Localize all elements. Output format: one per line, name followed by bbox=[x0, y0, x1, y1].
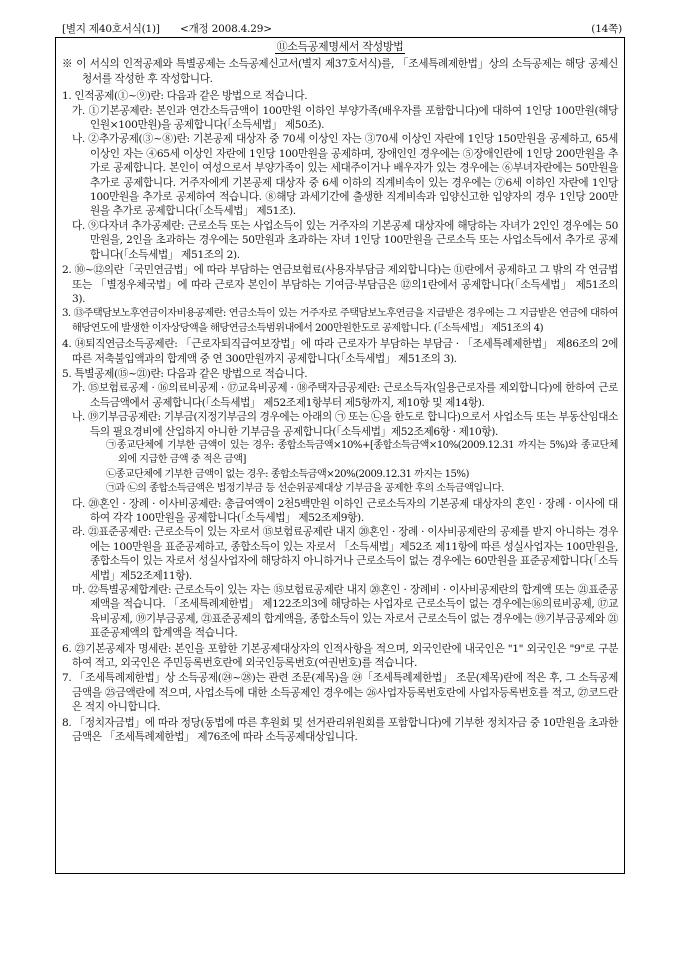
item-8: 8. 「정치자금법」에 따라 정당(동법에 따른 후원회 및 선거관리위원회를 포함합니다)에 기부한 정치자금 중 10만원을 초과한 금액은 「조세특례제한법」 제76조에 따라 소득공제대상입니다. bbox=[62, 716, 618, 744]
instructions-box bbox=[55, 37, 625, 874]
form-label: [별지 제40호서식(1)] bbox=[62, 23, 160, 35]
revision-date: <개정 2008.4.29> bbox=[180, 23, 272, 35]
item-5-ma: 마. ㉒특별공제합계란: 근로소득이 있는 자는 ⑮보험료공제란 내지 ⑳혼인 · 장례비 · 이사비공제란의 합계액 또는 ㉑표준공제액을 적습니다. 「조세특례제한법」 제122조의3에 해당하는 사업자로 근로소득이 없는 경우에는⑯의료비공제, ⑰교육비공제, ⑲기부금공제, ㉑표준공제의 합계액을, 종합소득이 있는 자로서 근로소득이 없는 경우에는 ⑲기부금공제와 ㉑표준공제액의 합계액을 적습니다. bbox=[72, 584, 618, 640]
item-5-ga: 가. ⑮보험료공제 · ⑯의료비공제 · ⑰교육비공제 · ⑱주택자금공제란: 근로소득자(일용근로자를 제외합니다)에 한하여 근로소득금액에서 공제합니다(「소득세법」 제52조제1항부터 제5항까지, 제10항 및 제14항). bbox=[72, 382, 618, 409]
item-7: 7. 「조세특례제한법」상 소득공제(㉔~㉘)는 관련 조문(제목)을 ㉔「조세특례제한법」 조문(제목)란에 적은 후, 그 소득공제 금액을 ㉕금액란에 적으며, 사업소득에 대한 소득공제인 경우에는 ㉖사업자등록번호란에 사업자등록번호를 적고, ㉗코드란은 적지 아니합니다. bbox=[62, 672, 618, 714]
item-5: 5. 특별공제(⑮~㉑)란: 다음과 같은 방법으로 적습니다. bbox=[62, 367, 308, 380]
item-1-na: 나. ②추가공제(③~⑧)란: 기본공제 대상자 중 70세 이상인 자는 ③70세 이상인 자란에 1인당 150만원을 공제하고, 65세 이상인 자는 ④65세 이상인 자란에 1인당 100만원을 공제하며, 장애인인 경우에는 ⑤장애인란에 1인당 200만원을 추가로 공제합니다. 본인이 여성으로서 부양가족이 있는 세대주이거나 배우자가 있는 경우에는 ⑥부녀자란에는 50만원을 추가로 공제합니다. 거주자에게 기본공제 대상자 중 6세 이하의 직계비속이 있는 경우에는 ⑦6세 이하인 자란에 1인당 100만원을 추가로 공제하여 적습니다. ⑧해당 과세기간에 출생한 직계비속과 입양신고한 입양자의 경우 1인당 200만원을 추가로 공제합니다(「소득세법」 제51조). bbox=[72, 133, 618, 218]
page-title: ⑪소득공제명세서 작성방법 bbox=[276, 40, 404, 53]
page-number: (14쪽) bbox=[591, 23, 622, 35]
item-5-na-3: ㉠과 ㉡의 종합소득금액은 법정기부금 등 선순위공제대상 기부금을 공제한 후의 소득금액입니다. bbox=[106, 483, 504, 495]
form-header bbox=[62, 20, 622, 36]
item-6: 6. ㉓기본공제자 명세란: 본인을 포함한 기본공제대상자의 인적사항을 적으며, 외국인란에 내국인은 "1" 외국인은 "9"로 구분하여 적고, 외국인은 주민등록번호란에 외국인등록번호(여권번호)를 적습니다. bbox=[62, 642, 618, 670]
item-4: 4. ⑭퇴직연금소득공제란: 「근로자퇴직급여보장법」에 따라 근로자가 부담하는 부담금 · 「조세특례제한법」 제86조의 2에 따른 저축불입액과의 합계액 중 연 300만원까지 공제합니다(「소득세법」 제51조의 3). bbox=[62, 338, 618, 365]
item-5-na: 나. ⑲기부금공제란: 기부금(지정기부금의 경우에는 아래의 ㉠ 또는 ㉡을 한도로 합니다)으로서 사업소득 또는 부동산임대소득의 필요경비에 산입하지 아니한 기부금을 공제합니다(「소득세법」제52조제6항 · 제10항). bbox=[72, 411, 618, 438]
item-5-ra: 라. ㉑표준공제란: 근로소득이 있는 자로서 ⑮보험료공제란 내지 ⑳혼인 · 장례 · 이사비공제란의 공제를 받지 아니하는 경우에는 100만원을 표준공제하고, 종합소득이 있는 자로서 「소득세법」제52조 제11항에 따른 성실사업자는 100만원을, 종합소득이 있는 자로서 성실사업자에 해당하지 아니하거나 근로소득이 없는 경우에는 60만원을 표준공제합니다(「소득세법」제52조제11항). bbox=[72, 526, 618, 582]
item-5-na-1: ㉠종교단체에 기부한 금액이 있는 경우: 종합소득금액×10%+[종합소득금액×10%(2009.12.31 까지는 5%)와 종교단체 외에 지급한 금액 중 적은 금액] bbox=[106, 439, 618, 466]
item-1-ga: 가. ①기본공제란: 본인과 연간소득금액이 100만원 이하인 부양가족(배우자를 포함합니다)에 대하여 1인당 100만원(해당 인원×100만원)을 공제합니다(「소득세법」 제50조). bbox=[72, 104, 618, 132]
item-1: 1. 인적공제(①~⑨)란: 다음과 같은 방법으로 적습니다. bbox=[62, 90, 308, 103]
item-3: 3. ⑬주택담보노후연금이자비용공제란: 연금소득이 있는 거주자로 주택담보노후연금을 지급받은 경우에는 그 지급받은 연금에 대하여 해당연도에 발생한 이자상당액을 해당연금소득범위내에서 200만원한도로 공제합니다. (「소득세법」 제51조의 4) bbox=[62, 308, 618, 334]
item-1-da: 다. ⑨다자녀 추가공제란: 근로소득 또는 사업소득이 있는 거주자의 기본공제 대상자에 해당하는 자녀가 2인인 경우에는 50만원을, 2인을 초과하는 경우에는 50만원과 초과하는 자녀 1인당 100만원을 근로소득 또는 사업소득에서 추가로 공제합니다(「소득세법」 제51조의 2). bbox=[72, 219, 618, 261]
item-2: 2. ⑩~⑫의란「국민연금법」에 따라 부담하는 연금보험료(사용자부담금 제외합니다)는 ⑪란에서 공제하고 그 밖의 각 연금법 또는 「별정우체국법」에 따라 근로자 본인이 부담하는 기여금·부담금은 ⑫의1란에서 공제합니다(「소득세법」 제51조의 3). bbox=[62, 264, 618, 305]
intro-note: ※ 이 서식의 인적공제와 특별공제는 소득공제신고서(별지 제37호서식)를, 「조세특례제한법」상의 소득공제는 해당 공제신청서를 작성한 후 작성합니다. bbox=[62, 58, 618, 85]
item-5-da: 다. ⑳혼인 · 장례 · 이사비공제란: 총급여액이 2천5백만원 이하인 근로소득자의 기본공제 대상자의 혼인 · 장례 · 이사에 대하여 각각 100만원을 공제합니다(「소득세법」 제52조제9항). bbox=[72, 497, 618, 524]
item-5-na-2: ㉡종교단체에 기부한 금액이 없는 경우: 종합소득금액×20%(2009.12.31 까지는 15%) bbox=[106, 468, 469, 480]
